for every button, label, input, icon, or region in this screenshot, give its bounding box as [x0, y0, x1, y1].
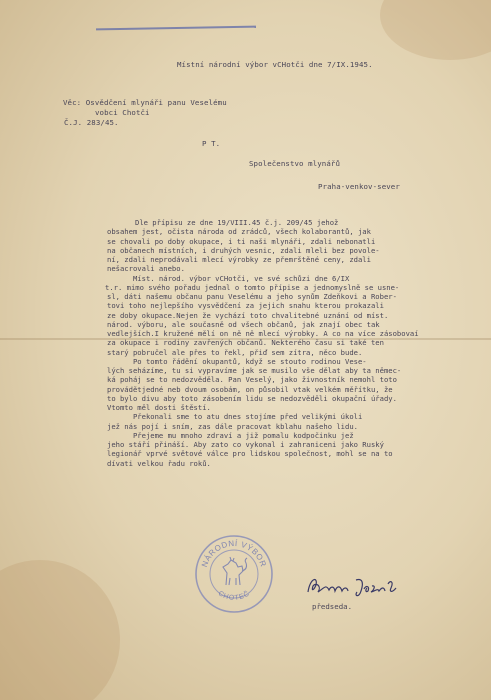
body-line: na občanech místních, i druhých vesnic, zdali mleli bez povole- [107, 245, 380, 255]
body-line: lých seházíme, tu si vypravíme jak se musilo vše dělat aby ta němec- [107, 366, 402, 375]
body-line: vedlejších.I kružené mělí on ně ně mlecí výrobky. A co na více zásobovaí [107, 329, 419, 338]
stamp-top-text: NÁRODNÍ VÝBOR [199, 538, 269, 569]
body-line: dívati velkou řadu roků. [107, 458, 211, 468]
subject-line-1: Věc: Osvědčení mlynáři panu Veselému [63, 98, 227, 107]
body-line: to bylo divu aby toto zásobením lidu se nedozvěděli okupační úřady. [107, 393, 397, 403]
body-line: ká poháj se to nedozvěděla. Pan Veselý, jako živnostník nemohl toto [107, 375, 397, 385]
date-line: Místní národní výbor vCHotči dne 7/IX.1945. [177, 60, 373, 69]
body-line: obsahem jest, očista národa od zrádců, všech kolaborantů, jak [107, 227, 371, 237]
body-line: se chovali po doby okupace, i ti naši mlynáři, zdali nebonatli [107, 236, 376, 246]
recipient-name: Společenstvo mlynářů [249, 159, 340, 168]
letter-body [107, 218, 447, 468]
body-line: Po tomto řádění okupantů, když se stouto rodinou Vese- [107, 356, 367, 366]
body-line: nešacrovali anebo. [107, 264, 185, 274]
body-line: Dle přípisu ze dne 19/VIII.45 č.j. 209/45 jehož [135, 218, 339, 227]
svg-text:CHOTEČ [217, 588, 251, 601]
body-line: starý pobručel ale přes to řekl, přiď sem zítra, něco bude. [107, 347, 363, 357]
body-line: národ. výboru, ale současně od všech občanů, jak znají obec tak [107, 319, 380, 329]
body-line: za okupace i rodiny zavřených občanů. Nekterého času si také ten [107, 338, 384, 348]
body-line: Vtomto měl dosti štěstí. [107, 403, 211, 412]
signatory-title: předseda. [312, 602, 353, 611]
body-line: jež nás pojí i sním, zas dále pracovat kblahu našeho lidu. [107, 421, 358, 431]
body-line: Míst. národ. výbor vCHotči, ve své schůzi dne 6/IX [107, 273, 350, 283]
body-line: Překonali sme to atu dnes stojíme před velikými úkoli [107, 412, 363, 422]
salutation: P T. [202, 139, 221, 148]
chairman-signature [304, 572, 414, 602]
lion-emblem-icon [223, 557, 247, 585]
body-line: ze doby okupace.Nejen že vychází toto chvalitebné uznání od míst. [107, 310, 389, 320]
paper-stain [0, 560, 120, 700]
pen-stroke [96, 26, 256, 31]
svg-text:NÁRODNÍ VÝBOR [200, 539, 268, 568]
body-line: jeho stáří přináší. Aby zato co vykonal i zahraniceni jako Ruský [107, 440, 384, 449]
body-line: tovi toho nejlepšího vysvědčení za jejich snahu kterou prokazali [107, 301, 384, 311]
subject-line-2: vobci Chotči [95, 108, 150, 117]
paper-stain [380, 0, 491, 60]
body-line: Přejeme mu mnoho zdraví a již pomalu kodpočinku jež [107, 430, 354, 440]
body-line: sl, dáti našemu občanu panu Veselému a jeho synům Zdeňkovi a Rober- [107, 292, 397, 301]
stamp-bottom-text: CHOTEČ [216, 590, 252, 602]
reference-number: Č.J. 283/45. [64, 118, 119, 127]
official-stamp [193, 533, 275, 615]
body-line: provádětjedné neb dvoum osobám, on působil vtak velkém měřítku, že [107, 384, 393, 394]
body-line: t.r. mimo svého pořadu jednal o tomto přípise a jednomyslně se usne- [105, 282, 400, 292]
body-line: legionář vprvé světové válce pro lidskou společnost, mohl se na to [107, 449, 393, 459]
recipient-location: Praha-venkov-sever [318, 182, 400, 191]
body-line: ní, zdali neprodávali mlecí výrobky ze přemrštěné ceny, zdali [107, 255, 371, 264]
